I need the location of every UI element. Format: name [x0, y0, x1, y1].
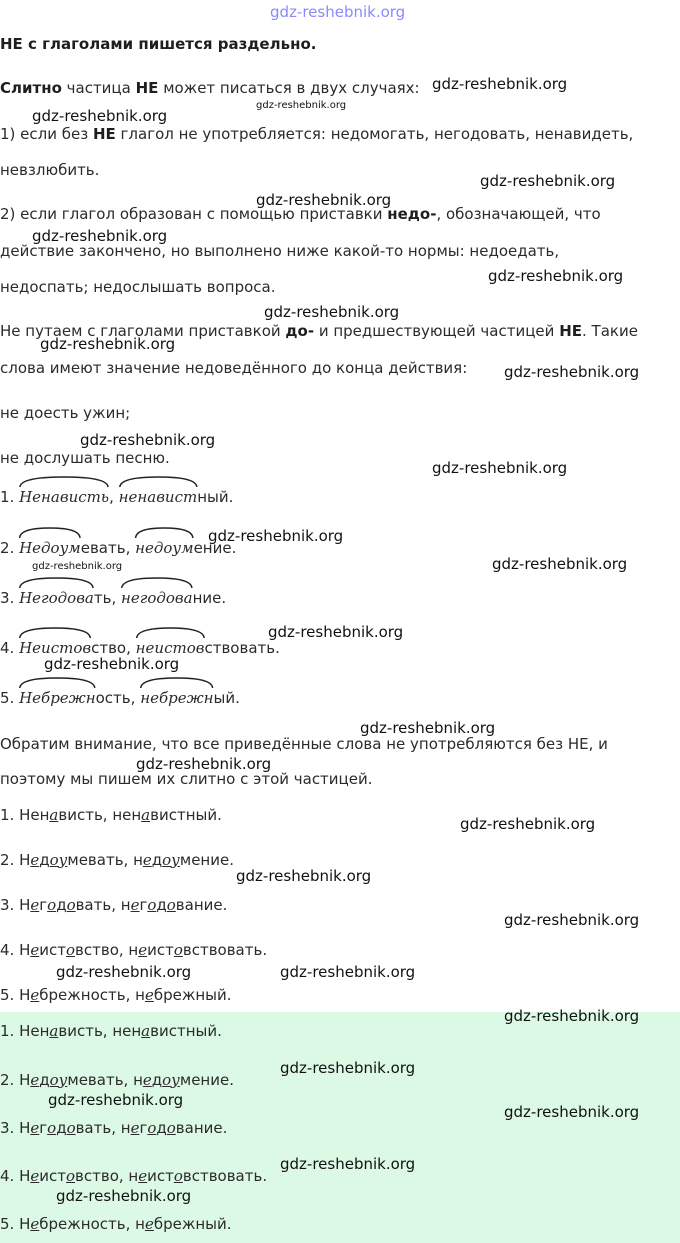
unstressed-vowel: у [58, 851, 68, 869]
row-number: 2. [0, 851, 20, 869]
unstressed-vowel: е [30, 851, 40, 869]
text: евать [80, 539, 126, 557]
unstressed-vowel: о [49, 1071, 59, 1089]
root-arc [19, 577, 94, 589]
text: Н [19, 896, 31, 914]
rule-case-1 [0, 124, 633, 144]
text: вствовать. [182, 941, 268, 959]
conclusion-line-2: поэтому мы пишем их слитно с этой частицей. [0, 770, 373, 788]
unstressed-vowel: е [130, 1119, 140, 1137]
text: вистный. [150, 806, 222, 824]
unstressed-vowel: е [30, 1215, 40, 1233]
root-arc [140, 677, 213, 689]
text: Нен [19, 806, 50, 824]
text: висть, нен [58, 806, 142, 824]
unstressed-vowel: е [142, 1071, 152, 1089]
text: вство, н [75, 1167, 139, 1185]
watermark: gdz-reshebnik.org [80, 431, 216, 449]
watermark: gdz-reshebnik.org [48, 1091, 184, 1109]
vowel-list-row [0, 985, 232, 1005]
row-number: 1. [0, 1022, 20, 1040]
text: г [139, 896, 148, 914]
watermark: gdz-reshebnik.org [488, 267, 624, 285]
watermark: gdz-reshebnik.org [32, 561, 123, 572]
text: Н [19, 1215, 31, 1233]
unstressed-vowel: о [166, 1119, 176, 1137]
text: мение. [179, 1071, 234, 1089]
root-arc [135, 527, 193, 539]
unstressed-vowel: о [166, 896, 176, 914]
bold-word: НЕ [92, 125, 116, 143]
text: , [111, 589, 121, 607]
watermark: gdz-reshebnik.org [208, 527, 344, 545]
text: вание. [175, 1119, 228, 1137]
watermark: gdz-reshebnik.org [56, 1187, 192, 1205]
unstressed-vowel: о [66, 1119, 76, 1137]
root-arc [19, 627, 91, 639]
root-arc [136, 627, 205, 639]
unstressed-vowel: о [66, 941, 76, 959]
text: ист [147, 1167, 174, 1185]
text: ение. [193, 539, 237, 557]
unstressed-vowel: е [138, 1167, 148, 1185]
text: д [151, 1071, 163, 1089]
watermark: gdz-reshebnik.org [236, 867, 372, 885]
text: , [109, 488, 119, 506]
text: висть, нен [58, 1022, 142, 1040]
text: , [130, 689, 141, 707]
root-arc [19, 677, 96, 689]
watermark: gdz-reshebnik.org [264, 303, 400, 321]
watermark: gdz-reshebnik.org [56, 963, 192, 981]
morph-row-2 [0, 538, 236, 558]
answer-list-row [0, 1214, 232, 1234]
root-word: Неистов [19, 638, 91, 658]
text: д [156, 896, 167, 914]
row-number: 4. [0, 941, 20, 959]
conclusion-line-1: Обратим внимание, что все приведённые слова не употребляются без НЕ, и [0, 735, 608, 753]
watermark: gdz-reshebnik.org [136, 755, 272, 773]
text: ость [95, 689, 131, 707]
unstressed-vowel: е [130, 896, 140, 914]
watermark: gdz-reshebnik.org [460, 815, 596, 833]
unstressed-vowel: е [144, 986, 154, 1004]
text: Н [19, 1167, 31, 1185]
unstressed-vowel: е [142, 851, 152, 869]
rule-case-2-cont: действие закончено, но выполнено ниже какой-то нормы: недоедать, [0, 242, 560, 260]
watermark: gdz-reshebnik.org [32, 227, 168, 245]
unstressed-vowel: е [30, 941, 40, 959]
morph-row-5 [0, 688, 240, 708]
text: д [39, 1071, 50, 1089]
text: мение. [179, 851, 234, 869]
watermark: gdz-reshebnik.org [268, 623, 404, 641]
text: ый. [213, 689, 240, 707]
unstressed-vowel: е [30, 896, 40, 914]
text: брежный. [153, 1215, 232, 1233]
vowel-list-row [0, 850, 234, 870]
unstressed-vowel: е [144, 1215, 154, 1233]
root-word: Недоум [19, 538, 81, 558]
unstressed-vowel: о [47, 1119, 57, 1137]
unstressed-vowel: е [30, 1167, 40, 1185]
unstressed-vowel: у [171, 851, 180, 869]
root-arc [121, 577, 193, 589]
root-word: ненавист [119, 487, 198, 507]
rule-note-cont: слова имеют значение недоведённого до конца действия: [0, 359, 468, 377]
text: брежный. [153, 986, 232, 1004]
answer-list-row [0, 1021, 222, 1041]
text: глагол не употребляется: недомогать, негодовать, ненавидеть, [115, 125, 634, 143]
text: брежность, н [39, 1215, 145, 1233]
text: г [39, 1119, 48, 1137]
text: д [156, 1119, 167, 1137]
unstressed-vowel: у [58, 1071, 68, 1089]
text: . Такие [582, 322, 638, 340]
root-word: неистов [136, 638, 205, 658]
root-word: недоум [135, 538, 193, 558]
bold-word: НЕ [135, 79, 159, 97]
text: Нен [19, 1022, 50, 1040]
unstressed-vowel: о [66, 896, 76, 914]
text: вистный. [150, 1022, 222, 1040]
unstressed-vowel: о [173, 1167, 183, 1185]
text: г [39, 896, 48, 914]
text: ство [91, 639, 127, 657]
watermark: gdz-reshebnik.org [432, 75, 568, 93]
answer-list-row [0, 1118, 227, 1138]
watermark: gdz-reshebnik.org [44, 655, 180, 673]
row-number: 1. [0, 806, 20, 824]
rule-case-1-cont: невзлюбить. [0, 161, 100, 179]
row-number: 3. [0, 896, 20, 914]
text: ист [39, 941, 66, 959]
watermark: gdz-reshebnik.org [360, 719, 496, 737]
watermark-top: gdz-reshebnik.org [270, 3, 406, 21]
watermark: gdz-reshebnik.org [504, 911, 640, 929]
bold-word: до- [285, 322, 315, 340]
row-number: 5. [0, 1215, 20, 1233]
text: мевать, н [67, 851, 143, 869]
text: , [125, 539, 136, 557]
text: вать, н [75, 1119, 131, 1137]
root-word: Негодова [19, 588, 94, 608]
text: ист [147, 941, 174, 959]
text: д [151, 851, 163, 869]
unstressed-vowel: о [66, 1167, 76, 1185]
watermark: gdz-reshebnik.org [504, 363, 640, 381]
text: вание. [175, 896, 228, 914]
row-number: 2. [0, 539, 20, 557]
unstressed-vowel: о [147, 896, 157, 914]
text: брежность, н [39, 986, 145, 1004]
example-1: не доесть ужин; [0, 404, 131, 422]
unstressed-vowel: а [49, 1022, 59, 1040]
unstressed-vowel: о [49, 851, 59, 869]
text: Н [19, 851, 31, 869]
unstressed-vowel: о [162, 851, 172, 869]
rule-case-2-cont2: недоспать; недослышать вопроса. [0, 278, 276, 296]
vowel-list-row [0, 940, 267, 960]
row-number: 3. [0, 1119, 20, 1137]
watermark: gdz-reshebnik.org [32, 107, 168, 125]
text: Н [19, 986, 31, 1004]
root-word: негодова [121, 588, 193, 608]
text: ние. [192, 589, 227, 607]
row-number: 3. [0, 589, 20, 607]
unstressed-vowel: а [141, 1022, 151, 1040]
text: частица [61, 79, 136, 97]
row-number: 5. [0, 689, 20, 707]
watermark: gdz-reshebnik.org [280, 1059, 416, 1077]
text: д [56, 896, 67, 914]
watermark: gdz-reshebnik.org [40, 335, 176, 353]
vowel-list-row [0, 895, 227, 915]
text: вствовать. [182, 1167, 268, 1185]
unstressed-vowel: е [30, 986, 40, 1004]
root-arc [19, 527, 81, 539]
root-word: Ненависть [19, 487, 109, 507]
vowel-list-row [0, 805, 222, 825]
text: ист [39, 1167, 66, 1185]
unstressed-vowel: е [30, 1119, 40, 1137]
unstressed-vowel: о [47, 896, 57, 914]
rule-title: НЕ с глаголами пишется раздельно. [0, 35, 317, 53]
root-arc [119, 476, 198, 488]
text: Н [19, 1119, 31, 1137]
text: ный. [197, 488, 234, 506]
unstressed-vowel: о [173, 941, 183, 959]
row-number: 2. [0, 1071, 20, 1089]
row-number: 4. [0, 1167, 20, 1185]
text: может писаться в двух случаях: [158, 79, 420, 97]
text: ствовать. [204, 639, 280, 657]
text: , обозначающей, что [436, 205, 601, 223]
text: Н [19, 941, 31, 959]
text: г [139, 1119, 148, 1137]
morph-row-1 [0, 487, 233, 507]
text: и предшествующей частицей [314, 322, 560, 340]
watermark: gdz-reshebnik.org [504, 1007, 640, 1025]
unstressed-vowel: а [141, 806, 151, 824]
root-word: Небрежн [19, 688, 96, 708]
root-arc [19, 476, 109, 488]
text: , [126, 639, 136, 657]
text: д [39, 851, 50, 869]
unstressed-vowel: о [147, 1119, 157, 1137]
text: мевать, н [67, 1071, 143, 1089]
text: д [56, 1119, 67, 1137]
example-2: не дослушать песню. [0, 449, 170, 467]
text: 2) если глагол образован с помощью приставки [0, 205, 388, 223]
text: 1) если без [0, 125, 93, 143]
text: Н [19, 1071, 31, 1089]
watermark: gdz-reshebnik.org [492, 555, 628, 573]
bold-word: недо- [387, 205, 437, 223]
unstressed-vowel: о [162, 1071, 172, 1089]
watermark: gdz-reshebnik.org [280, 963, 416, 981]
row-number: 5. [0, 986, 20, 1004]
rule-intro [0, 78, 420, 98]
text: вать, н [75, 896, 131, 914]
row-number: 1. [0, 488, 20, 506]
morph-row-3 [0, 588, 226, 608]
text: Не путаем с глаголами приставкой [0, 322, 286, 340]
text: вство, н [75, 941, 139, 959]
unstressed-vowel: у [171, 1071, 180, 1089]
watermark: gdz-reshebnik.org [256, 100, 347, 111]
bold-word: НЕ [559, 322, 582, 340]
row-number: 4. [0, 639, 20, 657]
watermark: gdz-reshebnik.org [280, 1155, 416, 1173]
root-word: небрежн [140, 688, 213, 708]
text: ть [93, 589, 112, 607]
unstressed-vowel: е [30, 1071, 40, 1089]
watermark: gdz-reshebnik.org [432, 459, 568, 477]
unstressed-vowel: е [138, 941, 148, 959]
answer-list-row [0, 1070, 234, 1090]
unstressed-vowel: а [49, 806, 59, 824]
answer-list-row [0, 1166, 267, 1186]
watermark: gdz-reshebnik.org [256, 191, 392, 209]
bold-word: Слитно [0, 79, 62, 97]
watermark: gdz-reshebnik.org [480, 172, 616, 190]
watermark: gdz-reshebnik.org [504, 1103, 640, 1121]
